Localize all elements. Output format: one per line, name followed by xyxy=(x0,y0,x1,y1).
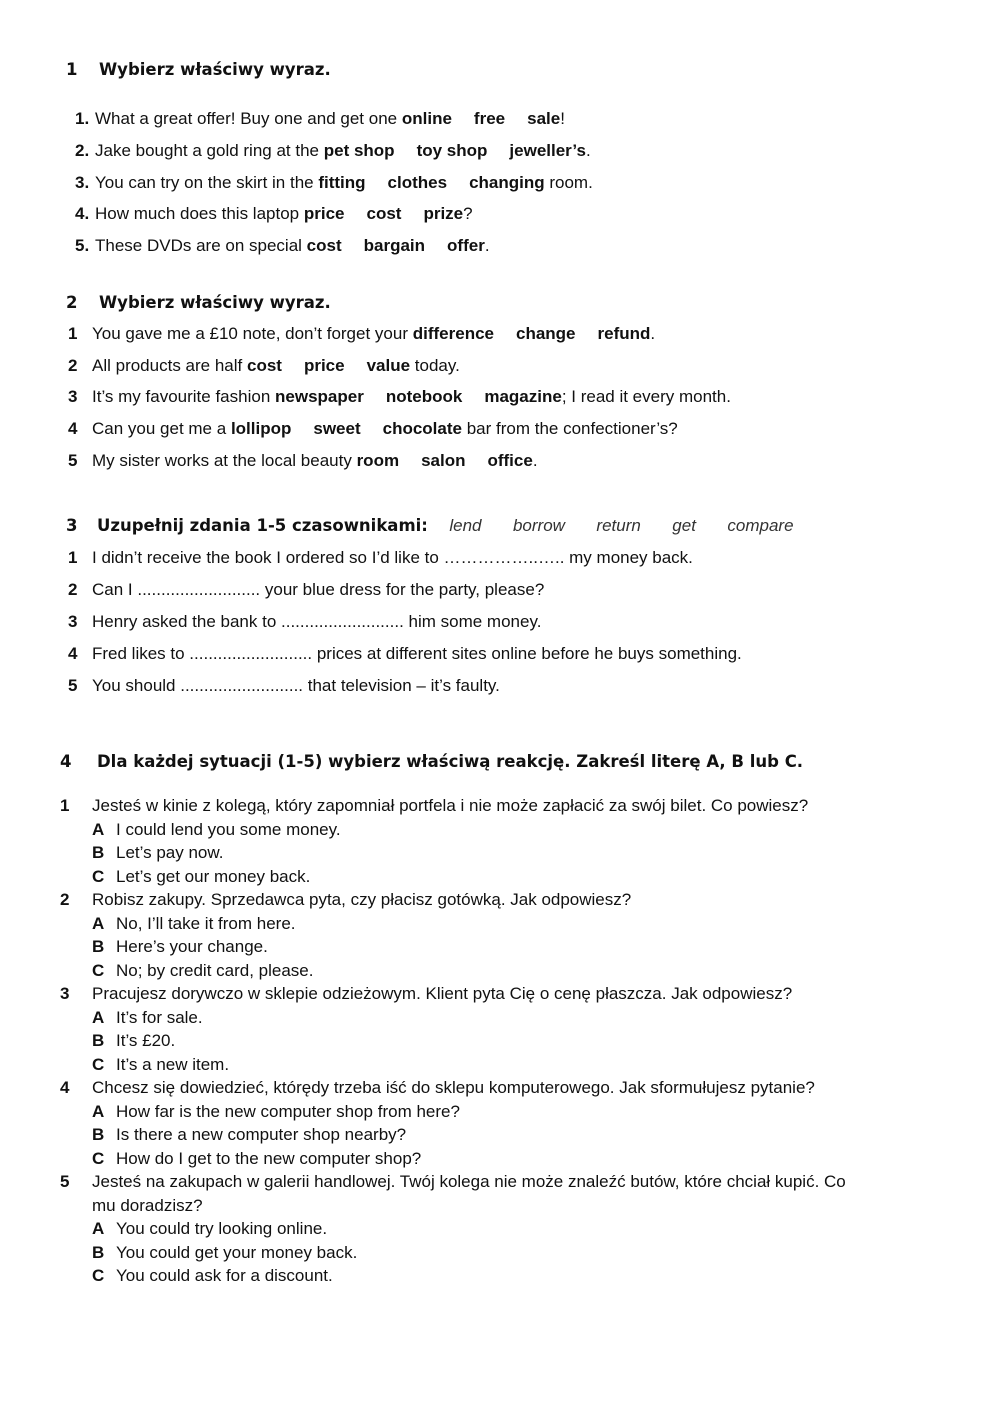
word-bank-item: return xyxy=(596,516,641,535)
question-text: Can you get me a xyxy=(92,419,227,438)
question-number: 5. xyxy=(75,236,90,255)
answer-option[interactable]: price xyxy=(303,356,345,375)
section-3-title: Uzupełnij zdania 1-5 czasownikami: xyxy=(96,516,428,535)
answer-text: It’s a new item. xyxy=(116,1054,230,1074)
question-row xyxy=(75,236,490,256)
question-text: Jake bought a gold ring at the xyxy=(95,141,319,160)
situation-number: 3 xyxy=(60,984,70,1003)
answer-letter[interactable]: C xyxy=(92,1054,105,1074)
answer-letter[interactable]: C xyxy=(92,1266,105,1285)
answer-choice[interactable] xyxy=(92,1149,421,1169)
fill-in-row xyxy=(68,644,742,664)
question-number: 3. xyxy=(75,173,90,192)
situation-text: Jesteś na zakupach w galerii handlowej. Twój kolega nie może znaleźć butów, które chciał kupić. Co xyxy=(92,1172,846,1191)
word-bank-item: get xyxy=(672,516,696,535)
answer-letter[interactable]: B xyxy=(92,1242,105,1262)
answer-option[interactable]: bargain xyxy=(363,236,426,255)
question-text: It’s my favourite fashion xyxy=(92,387,271,406)
answer-option[interactable]: difference xyxy=(412,324,494,343)
answer-text: How do I get to the new computer shop? xyxy=(116,1148,422,1168)
situation-text: mu doradzisz? xyxy=(92,1195,203,1215)
question-text: You can try on the skirt in the xyxy=(95,173,314,192)
question-number: 2 xyxy=(68,356,78,375)
question-text-end: ! xyxy=(560,109,565,128)
section-4-heading xyxy=(60,752,803,771)
fill-in-sentence[interactable]: Fred likes to .......................... prices at different sites online before he buys something. xyxy=(92,644,742,663)
answer-choice[interactable] xyxy=(92,1266,333,1286)
question-text: All products are half xyxy=(92,356,243,375)
answer-choice[interactable] xyxy=(92,1008,203,1028)
answer-letter[interactable]: B xyxy=(92,937,105,956)
question-number: 1 xyxy=(68,324,78,343)
answer-option[interactable]: notebook xyxy=(385,387,463,406)
situation-text: Chcesz się dowiedzieć, którędy trzeba iść do sklepu komputerowego. Jak sformułujesz pytanie? xyxy=(92,1078,815,1097)
question-text: How much does this laptop xyxy=(95,204,300,223)
answer-text: Is there a new computer shop nearby? xyxy=(116,1125,407,1144)
question-text: My sister works at the local beauty xyxy=(92,451,352,470)
section-1-title: Wybierz właściwy wyraz. xyxy=(98,60,331,79)
situation-text: Robisz zakupy. Sprzedawca pyta, czy płacisz gotówką. Jak odpowiesz? xyxy=(92,890,632,909)
answer-choice[interactable] xyxy=(92,1055,229,1075)
answer-letter[interactable]: A xyxy=(92,1219,105,1238)
answer-option[interactable]: free xyxy=(473,109,506,128)
answer-letter[interactable]: C xyxy=(92,960,105,980)
answer-letter[interactable]: A xyxy=(92,819,105,839)
question-text-end: room. xyxy=(544,173,593,192)
answer-option[interactable]: lollipop xyxy=(230,419,292,438)
answer-option[interactable]: value xyxy=(366,356,411,375)
question-number: 5 xyxy=(68,451,78,470)
answer-text: I could lend you some money. xyxy=(116,819,341,839)
answer-option[interactable]: magazine xyxy=(484,387,562,406)
answer-option[interactable]: sweet xyxy=(313,419,361,438)
answer-choice[interactable] xyxy=(92,1243,357,1263)
situation-number: 5 xyxy=(60,1172,70,1191)
answer-option[interactable]: changing xyxy=(469,173,545,192)
question-number: 3 xyxy=(68,387,78,406)
answer-text: No, I’ll take it from here. xyxy=(116,913,296,933)
answer-option[interactable]: price xyxy=(303,204,345,223)
question-row xyxy=(75,141,591,161)
answer-text: It’s £20. xyxy=(116,1031,176,1050)
question-row xyxy=(75,173,593,193)
answer-letter[interactable]: A xyxy=(92,1101,105,1121)
question-row xyxy=(68,356,460,376)
answer-text: How far is the new computer shop from here? xyxy=(116,1101,460,1121)
situation-text: Jesteś w kinie z kolegą, który zapomniał portfela i nie może zapłacić za swój bilet. Co powiesz? xyxy=(92,796,809,815)
answer-choice[interactable] xyxy=(92,820,341,840)
fill-in-sentence[interactable]: I didn’t receive the book I ordered so I’d like to ……………..….. my money back. xyxy=(92,548,693,567)
section-4-number: 4 xyxy=(60,752,72,771)
answer-choice[interactable] xyxy=(92,843,223,863)
situation-number: 1 xyxy=(60,796,70,815)
answer-text: No; by credit card, please. xyxy=(116,960,314,980)
answer-option[interactable]: clothes xyxy=(387,173,448,192)
answer-option[interactable]: cost xyxy=(246,356,282,375)
fill-in-sentence[interactable]: Can I .......................... your blue dress for the party, please? xyxy=(92,580,545,599)
answer-choice[interactable] xyxy=(92,1219,327,1239)
answer-option[interactable]: sale xyxy=(527,109,561,128)
section-2-number: 2 xyxy=(66,293,78,312)
question-row xyxy=(68,324,655,344)
answer-option[interactable]: pet shop xyxy=(323,141,395,160)
answer-text: You could ask for a discount. xyxy=(116,1266,333,1285)
answer-choice[interactable] xyxy=(92,937,268,957)
word-bank-item: compare xyxy=(727,516,794,535)
situation-text: Pracujesz dorywczo w sklepie odzieżowym. Klient pyta Cię o cenę płaszcza. Jak odpowiesz? xyxy=(92,984,793,1003)
answer-choice[interactable] xyxy=(92,1102,460,1122)
word-bank-item: lend xyxy=(449,516,482,535)
answer-letter[interactable]: B xyxy=(92,1031,105,1050)
question-text-end: . xyxy=(585,141,591,160)
answer-option[interactable]: jeweller’s xyxy=(509,141,586,160)
answer-letter[interactable]: B xyxy=(92,843,105,862)
question-number: 2 xyxy=(68,580,78,599)
answer-option[interactable]: offer xyxy=(447,236,485,255)
answer-text: Let’s pay now. xyxy=(116,843,224,862)
question-row xyxy=(68,387,731,407)
answer-option[interactable]: refund xyxy=(597,324,651,343)
answer-text: You could try looking online. xyxy=(116,1219,328,1238)
answer-choice[interactable] xyxy=(92,961,313,981)
answer-letter[interactable]: B xyxy=(92,1125,105,1144)
answer-letter[interactable]: C xyxy=(92,1148,105,1168)
situation-number: 2 xyxy=(60,890,70,909)
fill-in-row xyxy=(68,580,544,600)
section-4-title: Dla każdej sytuacji (1-5) wybierz właściwą reakcję. Zakreśl literę A, B lub C. xyxy=(96,752,804,771)
question-number: 4. xyxy=(75,204,90,223)
answer-text: Let’s get our money back. xyxy=(116,866,311,886)
answer-text: It’s for sale. xyxy=(116,1007,203,1027)
answer-choice[interactable] xyxy=(92,914,296,934)
section-2-title: Wybierz właściwy wyraz. xyxy=(98,293,331,312)
answer-option[interactable]: prize xyxy=(423,204,464,223)
section-2-heading xyxy=(66,293,331,312)
question-text-end: bar from the confectioner’s? xyxy=(461,419,678,438)
question-text: What a great offer! Buy one and get one xyxy=(95,109,398,128)
situation-number: 4 xyxy=(60,1078,70,1097)
fill-in-row xyxy=(68,612,541,632)
answer-letter[interactable]: A xyxy=(92,913,105,933)
section-3-number: 3 xyxy=(66,516,78,535)
fill-in-row xyxy=(68,548,693,568)
answer-option[interactable]: salon xyxy=(421,451,466,470)
answer-option[interactable]: toy shop xyxy=(416,141,488,160)
question-row xyxy=(75,204,473,224)
answer-letter[interactable]: C xyxy=(92,866,105,886)
answer-option[interactable]: fitting xyxy=(318,173,366,192)
question-text-end: today. xyxy=(410,356,460,375)
fill-in-sentence[interactable]: You should .......................... that television – it’s faulty. xyxy=(92,676,500,695)
question-number: 2. xyxy=(75,141,90,160)
word-bank-item: borrow xyxy=(512,516,565,535)
answer-letter[interactable]: A xyxy=(92,1007,105,1027)
question-text: You gave me a £10 note, don’t forget your xyxy=(92,324,408,343)
answer-option[interactable]: cost xyxy=(306,236,342,255)
section-3-heading xyxy=(66,516,794,536)
answer-option[interactable]: online xyxy=(401,109,452,128)
question-text-end: ? xyxy=(463,204,473,223)
answer-text: Here’s your change. xyxy=(116,937,268,956)
answer-option[interactable]: office xyxy=(487,451,533,470)
question-text-end: ; I read it every month. xyxy=(561,387,731,406)
question-number: 4 xyxy=(68,419,78,438)
question-number: 1. xyxy=(75,109,90,128)
fill-in-row xyxy=(68,676,500,696)
question-number: 1 xyxy=(68,548,78,567)
question-number: 4 xyxy=(68,644,78,663)
question-number: 3 xyxy=(68,612,78,631)
answer-option[interactable]: room xyxy=(356,451,400,470)
fill-in-sentence[interactable]: Henry asked the bank to .......................... him some money. xyxy=(92,612,542,631)
answer-option[interactable]: change xyxy=(515,324,576,343)
answer-option[interactable]: chocolate xyxy=(382,419,462,438)
section-1-heading xyxy=(66,60,331,79)
answer-option[interactable]: cost xyxy=(366,204,402,223)
answer-option[interactable]: newspaper xyxy=(275,387,364,406)
answer-text: You could get your money back. xyxy=(116,1242,358,1262)
section-1-number: 1 xyxy=(66,60,78,79)
answer-choice[interactable] xyxy=(92,1125,406,1145)
question-row xyxy=(68,451,538,471)
question-row xyxy=(75,109,565,129)
answer-choice[interactable] xyxy=(92,1031,175,1051)
question-text-end: . xyxy=(484,236,490,255)
question-row xyxy=(68,419,678,439)
question-text-end: . xyxy=(532,451,538,470)
question-text: These DVDs are on special xyxy=(95,236,302,255)
question-number: 5 xyxy=(68,676,78,695)
question-text-end: . xyxy=(650,324,656,343)
answer-choice[interactable] xyxy=(92,867,310,887)
